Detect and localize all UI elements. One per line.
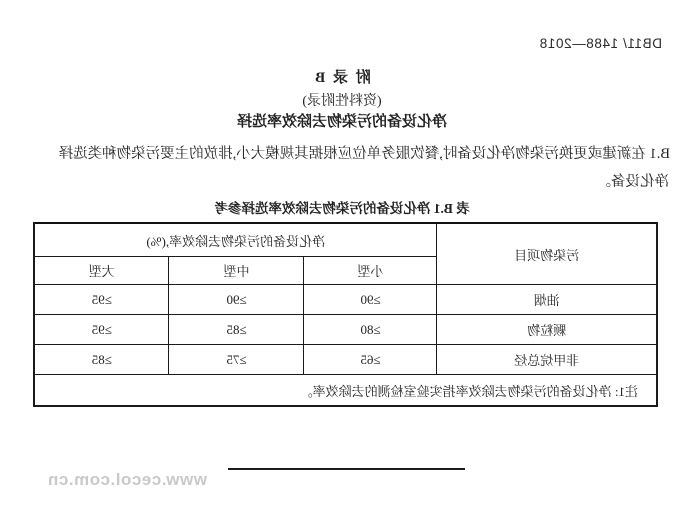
cell-small: ≥65 [304,345,437,375]
table-row-oil-fume [34,285,657,315]
clause-b1-line2: 净化设备。 [596,174,669,190]
appendix-heading: 附 录 B [313,70,371,86]
cell-medium: ≥75 [169,345,304,375]
header-pollutant-item: 污染物项目 [437,223,657,285]
cell-pollutant: 油烟 [437,285,657,315]
header-medium: 中型 [169,257,304,285]
appendix-subject-heading: 净化设备的污染物去除效率选择 [237,114,448,130]
table-row-particulate [34,315,657,345]
table-header-row-1 [34,223,657,257]
cell-pollutant: 颗粒物 [437,315,657,345]
cell-large: ≥85 [34,345,169,375]
efficiency-table [33,222,658,407]
cell-pollutant: 非甲烷总烃 [437,345,657,375]
cell-medium: ≥90 [169,285,304,315]
cell-medium: ≥85 [169,315,304,345]
cell-small: ≥90 [304,285,437,315]
clause-b1-line1: B.1 在新建或更换污染物净化设备时,餐饮服务单位应根据其规模大小,排放的主要污染物种类选择 [58,146,670,162]
header-removal-efficiency: 净化设备的污染物去除效率,(%) [34,223,437,257]
header-large: 大型 [34,257,169,285]
table-note-row [34,375,657,407]
header-small: 小型 [304,257,437,285]
cell-small: ≥80 [304,315,437,345]
cell-large: ≥95 [34,315,169,345]
table-note: 注1: 净化设备的污染物去除效率指实验室检测的去除效率。 [34,375,657,407]
table-row-nmhc [34,345,657,375]
watermark-text: www.cecol.com.cn [47,470,207,489]
appendix-type-heading: (资料性附录) [302,94,382,109]
cell-large: ≥95 [34,285,169,315]
footer-divider-line [228,468,465,470]
standard-number: DB11/ 1488—2018 [539,36,662,51]
table-caption: 表 B.1 净化设备的污染物去除效率选择参考 [214,201,470,216]
